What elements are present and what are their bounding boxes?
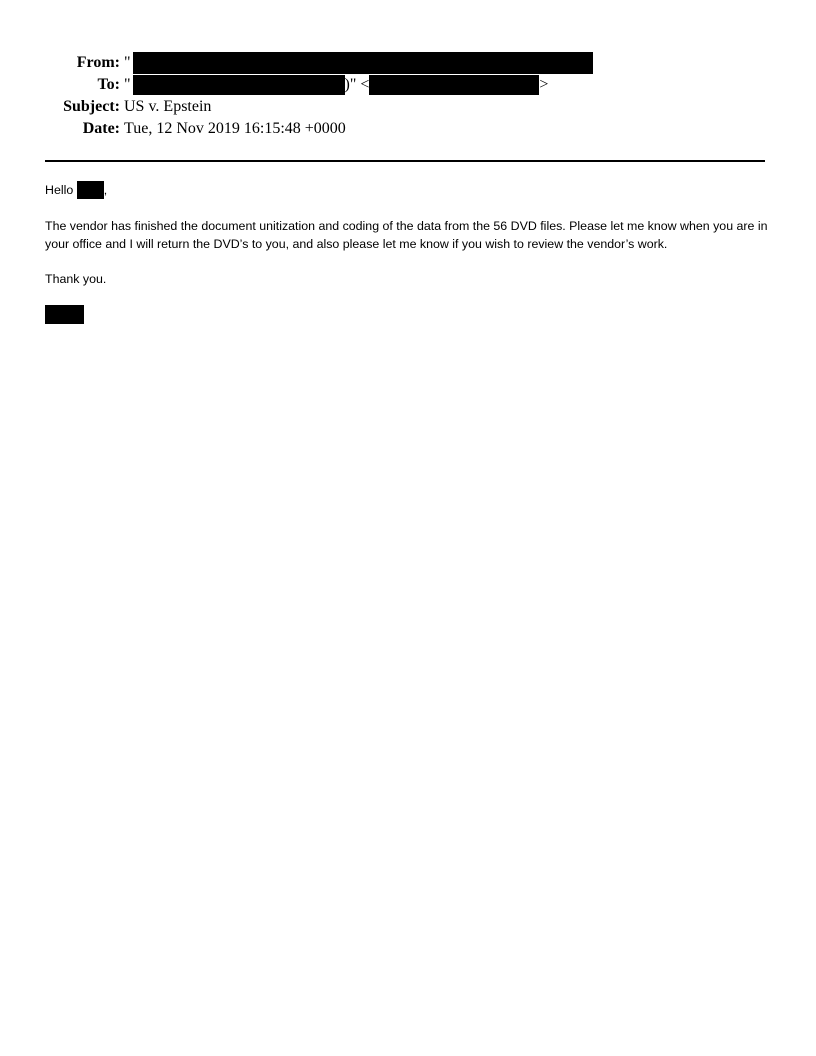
to-middle: )" < (344, 76, 370, 93)
redaction-block (133, 75, 345, 95)
email-header (0, 52, 816, 140)
from-label: From: (76, 54, 120, 71)
to-value (124, 74, 548, 96)
subject-row (0, 96, 816, 118)
body-paragraph: The vendor has finished the document unitization and coding of the data from the 56 DVD files. Please let me know when you are in your office and I will return the DVD’s to you, and also please let me know if you wish to review the vendor’s work. (45, 219, 768, 251)
header-divider (45, 160, 765, 162)
redaction-block (77, 181, 104, 199)
to-close: > (539, 76, 549, 93)
redaction-block (369, 75, 539, 95)
greeting-text: Hello (45, 183, 77, 197)
redaction-block (133, 52, 593, 74)
greeting (45, 181, 775, 199)
to-quote: " (124, 76, 131, 93)
signature-redaction (45, 305, 84, 324)
closing-text: Thank you. (45, 272, 107, 286)
date-value: Tue, 12 Nov 2019 16:15:48 +0000 (124, 120, 346, 137)
from-quote: " (124, 54, 131, 71)
greeting-comma: , (103, 183, 108, 197)
from-value (124, 52, 593, 74)
email-body (45, 181, 775, 324)
date-row (0, 118, 816, 140)
from-row (0, 52, 816, 74)
to-row (0, 74, 816, 96)
subject-label: Subject: (63, 98, 120, 115)
date-label: Date: (82, 120, 120, 137)
to-label: To: (97, 76, 120, 93)
subject-value: US v. Epstein (124, 98, 212, 115)
